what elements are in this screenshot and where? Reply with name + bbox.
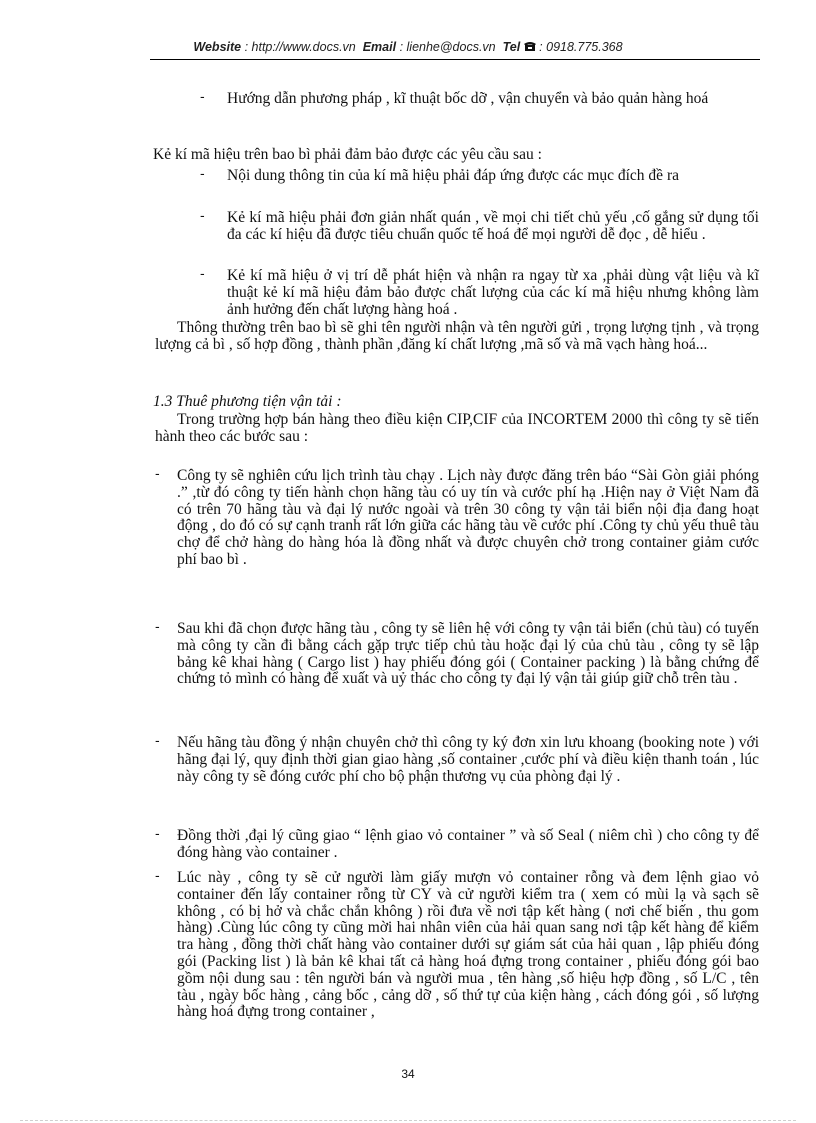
bullet-item: Kẻ kí mã hiệu phải đơn giản nhất quán , về mọi chi tiết chủ yếu ,cố gắng sử dụng tối đa các kí hiệu đã được tiêu chuẩn quốc tế hoá để mọi người dễ đọc , dễ hiểu . <box>227 209 759 243</box>
bullet-marker: - <box>155 867 160 883</box>
paragraph: Trong trường hợp bán hàng theo điều kiện CIP,CIF của INCORTEM 2000 thì công ty sẽ tiến hành theo các bước sau : <box>155 411 759 445</box>
footer-rule <box>20 1120 796 1121</box>
bullet-item: Kẻ kí mã hiệu ở vị trí dễ phát hiện và nhận ra ngay từ xa ,phải dùng vật liệu và kĩ thuật kẻ kí mã hiệu đảm bảo được chất lượng của các kí mã hiệu nhưng không làm ảnh hưởng đến chất lượng hàng hoá . <box>227 267 759 318</box>
bullet-marker: - <box>200 88 205 104</box>
bullet-marker: - <box>155 732 160 748</box>
website-label: Website <box>193 40 242 54</box>
tel-value[interactable]: : 0918.775.368 <box>539 40 623 54</box>
website-value[interactable]: : http://www.docs.vn <box>244 40 356 54</box>
bullet-marker: - <box>155 618 160 634</box>
bullet-item: Hướng dẫn phương pháp , kĩ thuật bốc dỡ , vận chuyển và bảo quản hàng hoá <box>227 90 709 107</box>
bullet-marker: - <box>200 165 205 181</box>
page-number: 34 <box>401 1067 415 1081</box>
page-header <box>0 40 816 55</box>
bullet-marker: - <box>155 825 160 841</box>
paragraph: Kẻ kí mã hiệu trên bao bì phải đảm bảo được các yêu cầu sau : <box>153 146 542 163</box>
bullet-marker: - <box>155 465 160 481</box>
bullet-marker: - <box>200 207 205 223</box>
step-item: Công ty sẽ nghiên cứu lịch trình tàu chạy . Lịch này được đăng trên báo “Sài Gòn giải phóng .” ,từ đó công ty tiến hành chọn hãng tàu có uy tín và cước phí hạ .Hiện nay ở Việt Nam đã có trên 70 hãng tàu và đại lý nước ngoài và trên 30 công ty vận tải biển nội địa đang hoạt động , do đó có sự cạnh tranh rất lớn giữa các hãng tàu về cước phí .Công ty chủ yếu thuê tàu chợ để chở hàng do hàng hóa là đồng nhất và được chuyên chở trong container giảm cước phí bao bì . <box>177 467 759 568</box>
email-label: Email <box>362 40 397 54</box>
section-heading: 1.3 Thuê phương tiện vận tải : <box>153 393 342 410</box>
bullet-item: Nội dung thông tin của kí mã hiệu phải đáp ứng được các mục đích đề ra <box>227 167 679 184</box>
header-rule <box>150 59 760 60</box>
email-value[interactable]: : lienhe@docs.vn <box>399 40 496 54</box>
tel-label: Tel <box>502 40 521 54</box>
step-item: Nếu hãng tàu đồng ý nhận chuyên chở thì công ty ký đơn xin lưu khoang (booking note ) với hãng đại lý, quy định thời gian giao hàng ,số container ,cước phí và điều kiện thanh toán , lúc này công ty sẽ đóng cước phí cho bộ phận thương vụ của phòng đại lý . <box>177 734 759 785</box>
bullet-marker: - <box>200 265 205 281</box>
step-item: Sau khi đã chọn được hãng tàu , công ty sẽ liên hệ với công ty vận tải biển (chủ tàu) có tuyến mà công ty cần đi bằng cách gặp trực tiếp chủ tàu hoặc đại lý của chủ tàu , công ty sẽ lập bảng kê khai hàng ( Cargo list ) hay phiếu đóng gói ( Container packing ) là bằng chứng để chứng tỏ mình có hàng để xuất và uỷ thác cho công ty đại lý vận tải giúp giữ chỗ trên tàu . <box>177 620 759 688</box>
paragraph: Thông thường trên bao bì sẽ ghi tên người nhận và tên người gửi , trọng lượng tịnh , và trọng lượng cả bì , số hợp đồng , thành phần ,đăng kí chất lượng ,mã số và mã vạch hàng hoá... <box>155 319 759 353</box>
step-item: Đồng thời ,đại lý cũng giao “ lệnh giao vỏ container ” và số Seal ( niêm chì ) cho công ty để đóng hàng vào container . <box>177 827 759 861</box>
phone-icon <box>524 41 536 55</box>
step-item: Lúc này , công ty sẽ cử người làm giấy mượn vỏ container rỗng và đem lệnh giao vỏ container đến lấy container rỗng từ CY và cử người kiểm tra ( xem có mùi lạ và sạch sẽ không , có bị hở và chắc chắn không ) rồi đưa về nơi tập kết hàng ( nơi chế biến , thu gom hàng) .Cùng lúc công ty cũng mời hai nhân viên của hải quan sang nơi tập kết hàng để kiểm tra hàng , đồng thời chất hàng vào container dưới sự giám sát của hải quan , lập phiếu đóng gói (Packing list ) là bản kê khai tất cả hàng hoá đựng trong container , phiếu đóng gói bao gồm nội dung sau : tên người bán và người mua , tên hàng ,số hiệu hợp đồng , số L/C , tên tàu , ngày bốc hàng , cảng bốc , cảng dỡ , số thứ tự của kiện hàng , cách đóng gói , số lượng hàng hoá đựng trong container , <box>177 869 759 1021</box>
